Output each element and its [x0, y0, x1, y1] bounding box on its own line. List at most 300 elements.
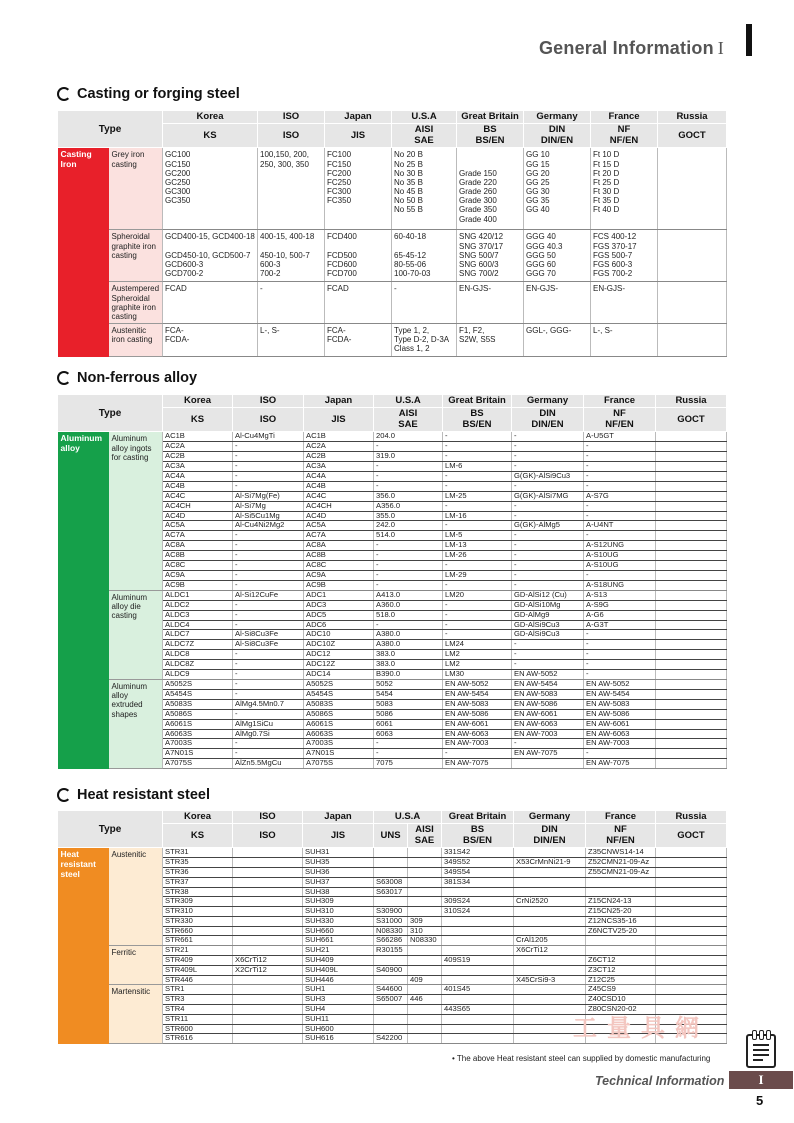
table-cell	[656, 936, 727, 946]
table-cell: ADC12Z	[304, 660, 374, 670]
table-cell: -	[443, 442, 512, 452]
table-cell: Z40CSD10	[586, 995, 656, 1005]
table-cell	[374, 1014, 408, 1024]
table-row	[58, 324, 727, 357]
table-cell	[512, 759, 584, 769]
bs-header: BS BS/EN	[443, 408, 512, 432]
table-cell	[656, 916, 727, 926]
table-cell	[656, 442, 727, 452]
iso-header: ISO	[258, 111, 325, 124]
page-header-title: General Information I	[538, 38, 724, 58]
subgroup-label: Austempered Spheroidal graphite iron casting	[109, 282, 163, 324]
table-cell	[656, 452, 727, 462]
table-cell: A7075S	[304, 759, 374, 769]
table-cell	[656, 541, 727, 551]
group-label-casting-iron: Casting Iron	[58, 148, 109, 357]
table-cell	[408, 897, 442, 907]
table-cell: -	[374, 571, 443, 581]
table-cell: 409	[408, 975, 442, 985]
watermark: 工量具網	[573, 1015, 709, 1042]
aisi-header: AISI SAE	[408, 824, 442, 848]
table-cell: GD-AlSi9Cu3	[512, 630, 584, 640]
table-cell: SUH446	[303, 975, 374, 985]
table-cell: SUH660	[303, 926, 374, 936]
table-cell: EN-GJS-	[457, 282, 524, 324]
table-cell	[233, 995, 303, 1005]
table-cell	[656, 600, 727, 610]
table-cell: Al-Si7Mg	[233, 501, 304, 511]
germany-header: Germany	[524, 111, 591, 124]
nonferrous-table	[57, 394, 727, 769]
table-cell	[442, 926, 514, 936]
table-cell	[656, 679, 727, 689]
table-cell	[408, 1034, 442, 1044]
table-cell: N08330	[374, 926, 408, 936]
table-cell: Z12C25	[586, 975, 656, 985]
table-cell	[656, 887, 727, 897]
table-cell	[514, 907, 586, 917]
table-row	[58, 946, 727, 956]
table-cell: 100,150, 200, 250, 300, 350	[258, 148, 325, 230]
table-cell: LM2	[443, 650, 512, 660]
table-cell: Z55CMN21-09-Az	[586, 867, 656, 877]
table-cell: N08330	[408, 936, 442, 946]
table-cell	[233, 877, 303, 887]
header-bar	[746, 24, 752, 56]
aisi-header: AISI SAE	[374, 408, 443, 432]
table-cell: ALDC9	[163, 670, 233, 680]
table-cell: -	[374, 551, 443, 561]
japan-header: Japan	[325, 111, 392, 124]
table-cell: AC8B	[304, 551, 374, 561]
table-cell: EN AW-5083	[443, 699, 512, 709]
table-cell: A-U5GT	[584, 432, 656, 442]
table-cell: EN AW-7075	[512, 749, 584, 759]
table-cell: EN-GJS-	[591, 282, 658, 324]
table-cell: 349S52	[442, 858, 514, 868]
table-cell: AC4A	[163, 471, 233, 481]
table-cell	[656, 699, 727, 709]
table-cell	[514, 965, 586, 975]
table-cell: -	[584, 571, 656, 581]
table-cell: AC9A	[163, 571, 233, 581]
table-cell	[233, 858, 303, 868]
table-cell: G(GK)-AlSi7MG	[512, 491, 584, 501]
table-cell: AC4D	[163, 511, 233, 521]
table-cell: SUH1	[303, 985, 374, 995]
table-cell: SUH310	[303, 907, 374, 917]
table-cell: X6CrTi12	[233, 956, 303, 966]
table-cell: -	[233, 660, 304, 670]
table-cell	[656, 590, 727, 600]
table-cell: -	[233, 551, 304, 561]
table-cell: STR1	[163, 985, 233, 995]
table-cell: STR409L	[163, 965, 233, 975]
table-cell: SUH11	[303, 1014, 374, 1024]
table-cell: -	[584, 749, 656, 759]
table-cell: SUH3	[303, 995, 374, 1005]
table-cell: -	[233, 561, 304, 571]
table-cell: -	[584, 531, 656, 541]
uns-header: UNS	[374, 824, 408, 848]
table-cell: GD-AlSi10Mg	[512, 600, 584, 610]
table-cell: A7075S	[163, 759, 233, 769]
korea-header: Korea	[163, 111, 258, 124]
table-cell: -	[443, 501, 512, 511]
table-cell: SUH38	[303, 887, 374, 897]
table-cell: L-, S-	[591, 324, 658, 357]
table-cell	[656, 521, 727, 531]
table-cell: -	[443, 452, 512, 462]
table-cell: -	[443, 471, 512, 481]
table-cell	[656, 630, 727, 640]
table-cell: 5086	[374, 709, 443, 719]
gb-header: Great Britain	[442, 811, 514, 824]
table-cell	[233, 867, 303, 877]
table-cell: AC9B	[304, 580, 374, 590]
table-cell: -	[584, 511, 656, 521]
table-cell: A360.0	[374, 600, 443, 610]
table-cell: STR37	[163, 877, 233, 887]
goct-header: GOCT	[656, 824, 727, 848]
table-cell: A-S18UNG	[584, 580, 656, 590]
table-cell	[233, 887, 303, 897]
table-cell: EN AW-7003	[584, 739, 656, 749]
table-cell	[442, 1024, 514, 1034]
table-cell: -	[512, 481, 584, 491]
table-cell: 60-40-18 65-45-12 80-55-06 100-70-03	[392, 230, 457, 282]
table-cell: -	[512, 452, 584, 462]
group-label-heat-resistant: Heat resistant steel	[58, 848, 109, 1044]
table-cell: STR38	[163, 887, 233, 897]
table-cell: -	[374, 580, 443, 590]
table-row	[58, 148, 727, 230]
table-cell: A6061S	[304, 719, 374, 729]
table-cell: X45CrSi9-3	[514, 975, 586, 985]
table-cell: STR330	[163, 916, 233, 926]
table-cell: 400-15, 400-18 450-10, 500-7 600-3 700-2	[258, 230, 325, 282]
table-cell	[408, 965, 442, 975]
table-cell	[586, 946, 656, 956]
section-bullet-icon	[57, 371, 71, 385]
table-cell: A-U4NT	[584, 521, 656, 531]
table-cell: STR31	[163, 848, 233, 858]
japan-header: Japan	[304, 395, 374, 408]
subgroup-label: Ferritic	[109, 946, 163, 985]
table-cell: FCD400 FCD500 FCD600 FCD700	[325, 230, 392, 282]
table-cell: -	[374, 471, 443, 481]
table-cell: STR600	[163, 1024, 233, 1034]
table-cell	[514, 848, 586, 858]
table-cell: AC2B	[163, 452, 233, 462]
table-cell: -	[512, 511, 584, 521]
table-cell: -	[374, 620, 443, 630]
table-cell	[656, 729, 727, 739]
table-cell: AC8C	[163, 561, 233, 571]
table-cell	[656, 956, 727, 966]
table-cell	[656, 670, 727, 680]
table-cell: SUH31	[303, 848, 374, 858]
table-cell: Z45CS9	[586, 985, 656, 995]
table-cell: SUH330	[303, 916, 374, 926]
table-cell: ALDC8Z	[163, 660, 233, 670]
germany-header: Germany	[512, 395, 584, 408]
table-cell	[408, 956, 442, 966]
table-cell: -	[233, 571, 304, 581]
iso-header: ISO	[233, 811, 303, 824]
table-cell: CrAl1205	[514, 936, 586, 946]
table-cell: Al-Si5Cu1Mg	[233, 511, 304, 521]
table-cell: L-, S-	[258, 324, 325, 357]
table-cell: Z52CMN21-09-Az	[586, 858, 656, 868]
russia-header: Russia	[658, 111, 727, 124]
table-cell	[656, 650, 727, 660]
korea-header: Korea	[163, 811, 233, 824]
table-cell: SUH4	[303, 1005, 374, 1015]
subgroup-label: Grey iron casting	[109, 148, 163, 230]
table-cell: X6CrTi12	[514, 946, 586, 956]
table-cell: GD-AlMg9	[512, 610, 584, 620]
table-row	[58, 985, 727, 995]
table-cell: Z12NCS35-16	[586, 916, 656, 926]
table-cell: 331S42	[442, 848, 514, 858]
table-cell: 309	[408, 916, 442, 926]
table-cell: S65007	[374, 995, 408, 1005]
table-cell: -	[258, 282, 325, 324]
table-cell: -	[374, 541, 443, 551]
table-cell: AC7A	[163, 531, 233, 541]
table-cell: -	[233, 689, 304, 699]
iso-std-header: ISO	[233, 824, 303, 848]
table-cell: AlMg1SiCu	[233, 719, 304, 729]
table-cell: SUH21	[303, 946, 374, 956]
table-cell: -	[233, 610, 304, 620]
table-cell: -	[584, 481, 656, 491]
table-cell	[374, 975, 408, 985]
table-cell: A413.0	[374, 590, 443, 600]
table-cell: -	[233, 462, 304, 472]
table-cell: -	[512, 462, 584, 472]
table-cell: A-S13	[584, 590, 656, 600]
table-cell: A6063S	[163, 729, 233, 739]
table-cell: -	[233, 749, 304, 759]
table-cell: A7003S	[304, 739, 374, 749]
table-cell: A7N01S	[304, 749, 374, 759]
table-cell: FCS 400-12 FGS 370-17 FGS 500-7 FGS 600-3 FGS 700-2	[591, 230, 658, 282]
table-cell: EN AW-5052	[443, 679, 512, 689]
table-cell: A-S7G	[584, 491, 656, 501]
table-cell	[408, 887, 442, 897]
table-cell: STR616	[163, 1034, 233, 1044]
iso-header: ISO	[233, 395, 304, 408]
table-cell: S63008	[374, 877, 408, 887]
table-cell: A5052S	[163, 679, 233, 689]
iso-std-header: ISO	[233, 408, 304, 432]
table-cell	[656, 926, 727, 936]
table-cell: ADC10	[304, 630, 374, 640]
table-cell	[233, 848, 303, 858]
russia-header: Russia	[656, 395, 727, 408]
notebook-icon	[746, 1034, 776, 1068]
table-row	[58, 230, 727, 282]
table-cell	[658, 282, 727, 324]
table-cell: -	[512, 660, 584, 670]
table-cell: A7N01S	[163, 749, 233, 759]
table-cell: -	[584, 640, 656, 650]
table-cell: -	[443, 580, 512, 590]
table-cell: Type 1, 2, Type D-2, D-3A Class 1, 2	[392, 324, 457, 357]
table-cell	[514, 916, 586, 926]
table-cell	[656, 491, 727, 501]
table-cell: STR309	[163, 897, 233, 907]
table-cell: -	[512, 531, 584, 541]
table-cell: -	[584, 660, 656, 670]
france-header: France	[591, 111, 658, 124]
table-cell	[656, 462, 727, 472]
table-cell: -	[374, 481, 443, 491]
table-cell: SUH600	[303, 1024, 374, 1034]
table-cell: S31000	[374, 916, 408, 926]
table-cell	[374, 858, 408, 868]
table-cell: 443S65	[442, 1005, 514, 1015]
france-header: France	[586, 811, 656, 824]
table-cell	[233, 1024, 303, 1034]
table-cell: ADC10Z	[304, 640, 374, 650]
table-cell: Al-Cu4Ni2Mg2	[233, 521, 304, 531]
table-cell: G(GK)-AlMg5	[512, 521, 584, 531]
table-cell: EN AW-5086	[443, 709, 512, 719]
table-cell: A6063S	[304, 729, 374, 739]
table-cell: A356.0	[374, 501, 443, 511]
table-cell: A5086S	[304, 709, 374, 719]
table-cell: SUH37	[303, 877, 374, 887]
table-cell	[233, 985, 303, 995]
table-cell	[233, 936, 303, 946]
table-cell: -	[512, 432, 584, 442]
table-cell: EN AW-6061	[443, 719, 512, 729]
table-cell	[408, 946, 442, 956]
table-cell: EN AW-6063	[584, 729, 656, 739]
table-cell: B390.0	[374, 670, 443, 680]
table-cell: -	[443, 432, 512, 442]
table-cell: SUH661	[303, 936, 374, 946]
table-cell	[233, 907, 303, 917]
table-cell: 5052	[374, 679, 443, 689]
table-cell	[408, 848, 442, 858]
france-header: France	[584, 395, 656, 408]
russia-header: Russia	[656, 811, 727, 824]
table-cell: ADC6	[304, 620, 374, 630]
table-cell: LM24	[443, 640, 512, 650]
usa-header: U.S.A	[374, 395, 443, 408]
subgroup-label: Aluminum alloy die casting	[109, 590, 163, 679]
table-cell	[656, 946, 727, 956]
table-cell: SUH35	[303, 858, 374, 868]
table-cell: STR11	[163, 1014, 233, 1024]
footer-chapter-badge: I	[729, 1071, 793, 1089]
table-cell: LM20	[443, 590, 512, 600]
table-cell	[233, 897, 303, 907]
table-cell	[656, 877, 727, 887]
table-cell: -	[233, 739, 304, 749]
type-header: Type	[58, 811, 163, 848]
table-cell: -	[512, 650, 584, 660]
table-cell: -	[443, 610, 512, 620]
table-cell: ADC12	[304, 650, 374, 660]
goct-header: GOCT	[656, 408, 727, 432]
table-cell	[656, 610, 727, 620]
table-cell	[233, 946, 303, 956]
table-cell	[656, 571, 727, 581]
table-cell: STR3	[163, 995, 233, 1005]
table-cell	[442, 965, 514, 975]
table-cell: S42200	[374, 1034, 408, 1044]
table-cell: ALDC8	[163, 650, 233, 660]
table-cell: 242.0	[374, 521, 443, 531]
table-cell: -	[512, 541, 584, 551]
table-cell: -	[443, 749, 512, 759]
table-cell: -	[233, 600, 304, 610]
table-cell: GD-AlSi12 (Cu)	[512, 590, 584, 600]
table-cell: AlZn5.5MgCu	[233, 759, 304, 769]
table-cell: A-S12UNG	[584, 541, 656, 551]
table-cell: STR409	[163, 956, 233, 966]
table-cell: EN AW-6061	[584, 719, 656, 729]
section-bullet-icon	[57, 788, 71, 802]
table-cell: 446	[408, 995, 442, 1005]
table-cell	[442, 946, 514, 956]
table-cell: EN AW-5083	[584, 699, 656, 709]
table-cell	[408, 985, 442, 995]
table-cell	[374, 848, 408, 858]
table-cell: 383.0	[374, 660, 443, 670]
table-cell	[656, 511, 727, 521]
table-cell: 310S24	[442, 907, 514, 917]
group-label-aluminum-alloy: Aluminum alloy	[58, 432, 109, 769]
table-cell: A5454S	[163, 689, 233, 699]
table-cell: 5083	[374, 699, 443, 709]
table-cell: EN AW-5454	[584, 689, 656, 699]
table-cell	[658, 230, 727, 282]
table-cell: ADC3	[304, 600, 374, 610]
table-cell	[514, 926, 586, 936]
table-cell	[656, 749, 727, 759]
table-cell: STR4	[163, 1005, 233, 1015]
table-cell: AlMg0.7Si	[233, 729, 304, 739]
table-cell: Z35CNWS14-14	[586, 848, 656, 858]
table-cell	[656, 471, 727, 481]
table-cell: LM2	[443, 660, 512, 670]
table-cell	[658, 324, 727, 357]
table-cell	[514, 877, 586, 887]
table-cell: -	[392, 282, 457, 324]
table-cell: EN AW-7003	[443, 739, 512, 749]
table-cell: Z3CT12	[586, 965, 656, 975]
table-cell: -	[584, 471, 656, 481]
table-cell: -	[512, 442, 584, 452]
table-cell: 7075	[374, 759, 443, 769]
subgroup-label: Austenitic iron casting	[109, 324, 163, 357]
usa-header: U.S.A	[374, 811, 442, 824]
table-cell: LM-29	[443, 571, 512, 581]
table-cell	[233, 1014, 303, 1024]
table-cell	[656, 995, 727, 1005]
table-cell: A5083S	[304, 699, 374, 709]
table-cell: Al-Si7Mg(Fe)	[233, 491, 304, 501]
nf-header: NF NF/EN	[584, 408, 656, 432]
table-cell: Al-Si8Cu3Fe	[233, 640, 304, 650]
table-cell: AC8C	[304, 561, 374, 571]
